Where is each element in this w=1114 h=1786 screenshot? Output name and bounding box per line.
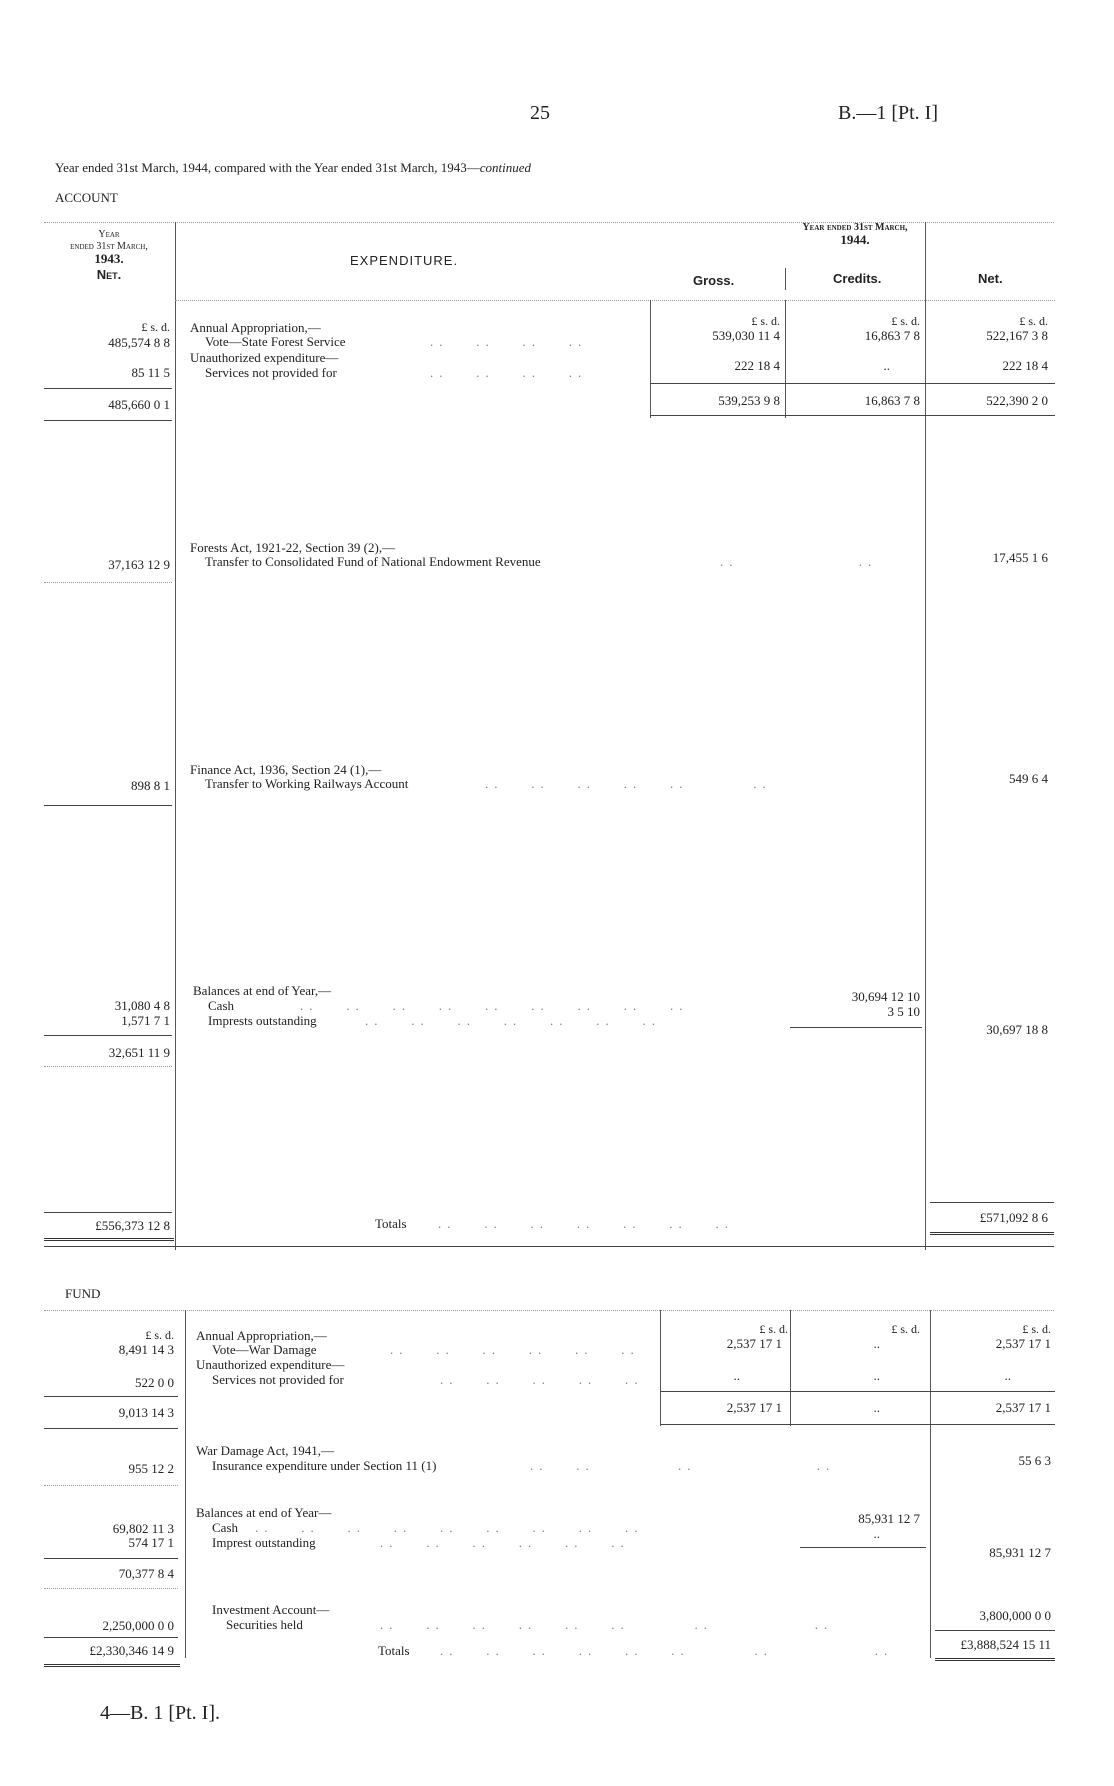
account-finance-1943: 898 8 1 — [131, 778, 170, 793]
account-forests-1943: 37,163 12 9 — [108, 557, 170, 572]
leader-dots: .. .. .. .. .. .. .. .. — [440, 1643, 894, 1658]
fund-services-credits: .. — [873, 1368, 880, 1383]
rule — [44, 1637, 178, 1638]
rule — [935, 1630, 1055, 1631]
fund-services-label: Services not provided for — [212, 1372, 344, 1387]
account-imprests-credits: 3 5 10 — [887, 1004, 920, 1019]
fund-insurance-1943: 955 12 2 — [128, 1461, 174, 1476]
lsd-1943: £ s. d. — [141, 320, 170, 334]
fund-cash-credits: 85,931 12 7 — [858, 1511, 920, 1526]
rule — [800, 1547, 926, 1548]
leader-dots: .. .. .. .. .. .. .. .. — [380, 1617, 834, 1632]
header-1944-ended: Year ended 31st March, — [802, 222, 908, 233]
account-forests-act: Forests Act, 1921-22, Section 39 (2),— — [190, 540, 396, 555]
account-cash-1943: 31,080 4 8 — [114, 998, 170, 1013]
rule — [44, 1035, 172, 1036]
fund-cash-1943: 69,802 11 3 — [112, 1521, 174, 1536]
leader-dots: .. .. .. .. .. .. .. .. .. — [300, 998, 689, 1013]
account-totals-label: Totals — [375, 1216, 407, 1231]
account-services-label: Services not provided for — [205, 365, 337, 380]
header-net: Net. — [978, 271, 1003, 286]
fund-unauthorized-label: Unauthorized expenditure— — [196, 1357, 345, 1372]
header-1944 — [660, 222, 1050, 246]
header-rule — [175, 300, 1055, 301]
rule — [44, 582, 172, 583]
account-annual-appropriation: Annual Appropriation,— — [190, 320, 321, 335]
fund-services-gross: .. — [733, 1368, 740, 1383]
account-total-1943: £556,373 12 8 — [95, 1218, 170, 1233]
fund-services-net: .. — [1004, 1368, 1011, 1383]
account-approp-total-net: 522,390 2 0 — [986, 393, 1048, 408]
col-divider-1943 — [175, 222, 176, 1250]
rule — [44, 388, 172, 389]
fund-approp-total-1943: 9,013 14 3 — [118, 1405, 174, 1420]
fund-lsd-1943: £ s. d. — [145, 1328, 174, 1342]
leader-dots: .. .. .. .. — [430, 334, 588, 349]
leader-dots: .. .. .. .. .. .. .. — [438, 1216, 734, 1231]
rule — [650, 383, 1055, 384]
account-vote-label: Vote—State Forest Service — [205, 334, 346, 349]
account-vote-1943: 485,574 8 8 — [108, 335, 170, 350]
account-balances-1943: 32,651 11 9 — [108, 1045, 170, 1060]
header-gross: Gross. — [693, 273, 735, 288]
rule — [44, 420, 172, 421]
account-cash-credits: 30,694 12 10 — [851, 989, 920, 1004]
fund-approp-total-credits: .. — [873, 1400, 880, 1415]
account-services-gross: 222 18 4 — [734, 358, 780, 373]
account-imprests-1943: 1,571 7 1 — [121, 1013, 170, 1028]
leader-dots: .. .. .. .. .. .. — [485, 776, 772, 791]
account-finance-act: Finance Act, 1936, Section 24 (1),— — [190, 762, 382, 777]
rule — [44, 1310, 1054, 1311]
account-vote-gross: 539,030 11 4 — [712, 328, 780, 343]
fund-balances: Balances at end of Year— — [196, 1505, 332, 1520]
account-services-credits: .. — [883, 358, 890, 373]
account-balances-net: 30,697 18 8 — [986, 1022, 1048, 1037]
leader-dots: .. .. .. .. .. — [440, 1372, 644, 1387]
fund-lsd-gross: £ s. d. — [759, 1322, 788, 1336]
fund-col-divider-1943 — [185, 1310, 186, 1658]
leader-dots: .. .. — [720, 554, 878, 569]
header-expenditure: EXPENDITURE. — [350, 253, 459, 268]
section-title-fund: FUND — [65, 1286, 101, 1301]
rule — [44, 1212, 172, 1213]
fund-gross-right-border — [790, 1310, 791, 1426]
fund-insurance-net: 55 6 3 — [1018, 1453, 1051, 1468]
account-forests-net: 17,455 1 6 — [992, 550, 1048, 565]
leader-dots: .. .. .. .. .. .. — [390, 1342, 640, 1357]
header-1943-year: Year — [98, 229, 120, 240]
rule — [650, 415, 1055, 416]
printer-signature: 4—B. 1 [Pt. I]. — [100, 1702, 220, 1724]
col-divider-net — [925, 222, 926, 1250]
leader-dots: .. .. .. .. — [430, 365, 588, 380]
fund-lsd-net: £ s. d. — [1022, 1322, 1051, 1336]
header-1944-year-num: 1944. — [840, 232, 870, 247]
account-unauthorized-label: Unauthorized expenditure— — [190, 350, 339, 365]
rule — [790, 1027, 922, 1028]
lsd-credits: £ s. d. — [891, 314, 920, 328]
rule — [930, 1202, 1054, 1203]
fund-war-damage-act: War Damage Act, 1941,— — [196, 1443, 334, 1458]
fund-investment-1943: 2,250,000 0 0 — [102, 1618, 174, 1633]
account-total-net: £571,092 8 6 — [979, 1210, 1048, 1225]
account-services-net: 222 18 4 — [1002, 358, 1048, 373]
account-cash-label: Cash — [208, 998, 234, 1013]
fund-cash-label: Cash — [212, 1520, 238, 1535]
leader-dots: .. .. .. .. .. .. — [380, 1535, 630, 1550]
double-rule — [935, 1658, 1055, 1661]
subtitle-continued: continued — [479, 160, 531, 175]
page-number: 25 — [530, 102, 550, 124]
rule — [44, 1066, 172, 1067]
gross-credits-divider — [785, 268, 786, 290]
account-finance-transfer: Transfer to Working Railways Account — [205, 776, 409, 791]
double-rule — [44, 1664, 180, 1667]
lsd-net: £ s. d. — [1019, 314, 1048, 328]
fund-total-net: £3,888,524 15 11 — [960, 1637, 1051, 1652]
rule — [660, 1424, 1055, 1425]
rule — [44, 1428, 178, 1429]
leader-dots: .. .. .. .. .. .. .. .. .. — [255, 1520, 644, 1535]
rule — [44, 1246, 1054, 1247]
leader-dots: .. .. .. .. — [530, 1458, 836, 1473]
gross-right-border — [785, 300, 786, 418]
fund-balances-net: 85,931 12 7 — [989, 1545, 1051, 1560]
account-approp-total-1943: 485,660 0 1 — [108, 397, 170, 412]
fund-vote-credits: .. — [873, 1336, 880, 1351]
rule — [44, 1558, 178, 1559]
subtitle-text: Year ended 31st March, 1944, compared with the Year ended 31st March, 1943— — [55, 160, 480, 175]
account-approp-total-gross: 539,253 9 8 — [718, 393, 780, 408]
account-imprests-label: Imprests outstanding — [208, 1013, 317, 1028]
fund-insurance-label: Insurance expenditure under Section 11 (1) — [212, 1458, 437, 1473]
fund-services-1943: 522 0 0 — [135, 1375, 174, 1390]
fund-annual-appropriation: Annual Appropriation,— — [196, 1328, 327, 1343]
rule — [44, 805, 172, 806]
account-vote-credits: 16,863 7 8 — [864, 328, 920, 343]
section-title-account: ACCOUNT — [55, 190, 118, 205]
account-forests-transfer: Transfer to Consolidated Fund of National Endowment Revenue — [205, 554, 541, 569]
fund-approp-total-gross: 2,537 17 1 — [726, 1400, 782, 1415]
fund-investment-net: 3,800,000 0 0 — [979, 1608, 1051, 1623]
fund-imprest-1943: 574 17 1 — [128, 1535, 174, 1550]
document-reference: B.—1 [Pt. I] — [838, 102, 938, 124]
lsd-gross: £ s. d. — [751, 314, 780, 328]
account-services-1943: 85 11 5 — [131, 365, 170, 380]
fund-totals-label: Totals — [378, 1643, 410, 1658]
rule — [44, 1396, 178, 1397]
fund-lsd-credits: £ s. d. — [891, 1322, 920, 1336]
fund-imprest-label: Imprest outstanding — [212, 1535, 316, 1550]
fund-vote-label: Vote—War Damage — [212, 1342, 317, 1357]
header-1943 — [44, 229, 174, 281]
fund-securities-label: Securities held — [226, 1617, 303, 1632]
fund-vote-net: 2,537 17 1 — [995, 1336, 1051, 1351]
leader-dots: .. .. .. .. .. .. .. — [365, 1013, 661, 1028]
header-1943-net: Net. — [96, 267, 122, 282]
fund-vote-gross: 2,537 17 1 — [726, 1336, 782, 1351]
fund-approp-total-net: 2,537 17 1 — [995, 1400, 1051, 1415]
fund-total-1943: £2,330,346 14 9 — [89, 1643, 174, 1658]
rule — [44, 1485, 178, 1486]
account-vote-net: 522,167 3 8 — [986, 328, 1048, 343]
account-balances: Balances at end of Year,— — [193, 983, 332, 998]
header-credits: Credits. — [833, 271, 882, 286]
fund-balances-1943: 70,377 8 4 — [118, 1566, 174, 1581]
header-1943-ended: ended 31st March, — [70, 241, 148, 252]
rule — [44, 1588, 178, 1589]
page-subtitle — [55, 160, 531, 176]
fund-col-divider-net — [930, 1310, 931, 1658]
account-approp-total-credits: 16,863 7 8 — [864, 393, 920, 408]
account-finance-net: 549 6 4 — [1009, 771, 1048, 786]
fund-imprest-credits: .. — [873, 1526, 880, 1541]
fund-investment-account: Investment Account— — [212, 1602, 330, 1617]
double-rule — [44, 1238, 174, 1241]
header-1943-year-num: 1943. — [94, 251, 124, 266]
double-rule — [930, 1232, 1054, 1235]
rule — [660, 1391, 1055, 1392]
fund-vote-1943: 8,491 14 3 — [118, 1342, 174, 1357]
